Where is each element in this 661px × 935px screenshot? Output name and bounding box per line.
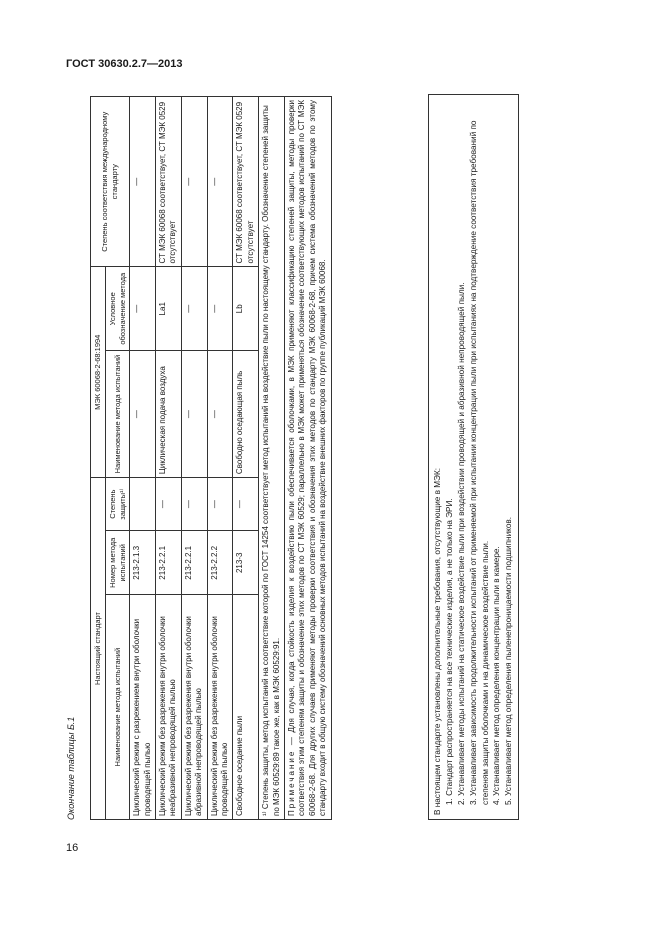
- compliance-header: Степень соответствия международному стандарту: [91, 97, 130, 267]
- row-iec-name: —: [181, 351, 207, 478]
- row-compliance: —: [207, 97, 233, 267]
- iec-method-code-header: Условное обозначение метода: [105, 267, 130, 351]
- requirements-intro: В настоящем стандарте установлены дополнительные требования, отсутствующие в МЭК:: [433, 468, 442, 815]
- row-compliance: —: [130, 97, 156, 267]
- row-iec-code: —: [130, 267, 156, 351]
- page-number: 16: [66, 842, 79, 854]
- row-iec-code: —: [181, 267, 207, 351]
- row-degree: —: [156, 478, 182, 531]
- row-iec-name: Свободно оседающая пыль: [233, 351, 259, 478]
- row-degree: [130, 478, 156, 531]
- table-note: [284, 97, 331, 820]
- row-iec-name: Циклическая подача воздуха: [156, 351, 182, 478]
- requirement-item: 1. Стандарт распространяется на все технические изделия, а не только на ЭРИ.: [444, 498, 454, 805]
- row-method-name: Циклический режим без разрежения внутри оболочки неабразивной непроводящей пылью: [156, 595, 182, 820]
- row-iec-code: Lb: [233, 267, 259, 351]
- method-name-header: Наименование метода испытаний: [105, 595, 130, 820]
- row-iec-name: —: [130, 351, 156, 478]
- document-header: ГОСТ 30630.2.7—2013: [66, 58, 183, 70]
- row-method-number: 213-2.1.3: [130, 531, 156, 595]
- row-method-number: 213-2.2.2: [207, 531, 233, 595]
- row-method-number: 213-2.2.1: [181, 531, 207, 595]
- requirement-item: 4. Устанавливает метод определения концентрации пыли в камере.: [492, 546, 502, 805]
- footnote-row: [259, 97, 285, 820]
- table-row: [207, 97, 233, 820]
- row-method-name: Циклический режим с разрежением внутри оболочки проводящей пылью: [130, 595, 156, 820]
- table-row: [233, 97, 259, 820]
- row-method-number: 213-2.2.1: [156, 531, 182, 595]
- row-compliance: СТ МЭК 60068 соответствует, СТ МЭК 0529 отсутствует: [156, 97, 182, 267]
- method-number-header: Номер метода испытаний: [105, 531, 130, 595]
- table-caption: Окончание таблицы Б.1: [66, 716, 76, 820]
- iec-method-name-header: Наименование метода испытаний: [105, 351, 130, 478]
- row-method-name: Циклический режим без разрежения внутри оболочки абразивной непроводящей пылью: [181, 595, 207, 820]
- note-text: — Для случая, когда стойкость изделия к воздействию пыли обеспечивается оболочками, в МЭК применяют классификацию степеней защиты, методы проверки соответствия этим степеням защиты и обозначение этих методов по СТ МЭК 60529; параллельно в МЭК может применяться обозначение соответствующих методов испытаний по СТ МЭК 60068-2-68. Для других случаев применяют методы проверки соответствия и обозначения этих методов по стандарту МЭК 60068-2-68, причем система обозначений методов по этому стандарту входит в общую систему обозначений основных методов испытаний на воздействие внешних факторов по группе публикаций МЭК 60068.: [286, 100, 328, 816]
- table-group-header-row: [91, 97, 106, 820]
- row-degree: —: [207, 478, 233, 531]
- row-method-name: Циклический режим без разрежения внутри оболочки проводящей пылью: [207, 595, 233, 820]
- additional-requirements-box: [428, 94, 519, 820]
- table-row: [156, 97, 182, 820]
- note-label: Примечание: [286, 749, 296, 816]
- row-degree: —: [181, 478, 207, 531]
- degree-header: Степень защиты¹⁾: [105, 478, 130, 531]
- comparison-table: [90, 96, 332, 820]
- requirement-item: 3. Устанавливает зависимость продолжительности испытаний от применяемой при испытании концентрации пыли при испытаниях на подтверждение соответствия требований по степеням защиты оболочками и на динамическое воздействие пыли.: [468, 120, 490, 805]
- row-iec-code: —: [207, 267, 233, 351]
- group-national-header: Настоящий стандарт: [91, 478, 106, 820]
- row-compliance: —: [181, 97, 207, 267]
- rotated-table-page: [66, 96, 586, 826]
- row-degree: —: [233, 478, 259, 531]
- note-row: [284, 97, 331, 820]
- table-row: [181, 97, 207, 820]
- group-iec-header: МЭК 60068-2-68:1994: [91, 267, 106, 478]
- row-iec-code: La1: [156, 267, 182, 351]
- row-iec-name: —: [207, 351, 233, 478]
- table-footnote: ¹⁾ Степень защиты, метод испытаний на соответствие которой по ГОСТ 14254 соответствует метод испытаний на воздействие пыли по настоящему стандарту. Обозначение степеней защиты по МЭК 60529:89 такое же, как в МЭК 60529:91.: [259, 97, 285, 820]
- row-method-number: 213-3: [233, 531, 259, 595]
- table-row: [130, 97, 156, 820]
- requirement-item: 2. Устанавливает методы испытаний на статическое воздействие пыли при воздействии проводящей и абразивной непроводящей пыли.: [456, 282, 466, 805]
- row-method-name: Свободное оседание пыли: [233, 595, 259, 820]
- row-compliance: СТ МЭК 60068 соответствует, СТ МЭК 0529 отсутствует: [233, 97, 259, 267]
- requirement-item: 5. Устанавливает метод определения пыленепроницаемости подшипников.: [504, 516, 514, 805]
